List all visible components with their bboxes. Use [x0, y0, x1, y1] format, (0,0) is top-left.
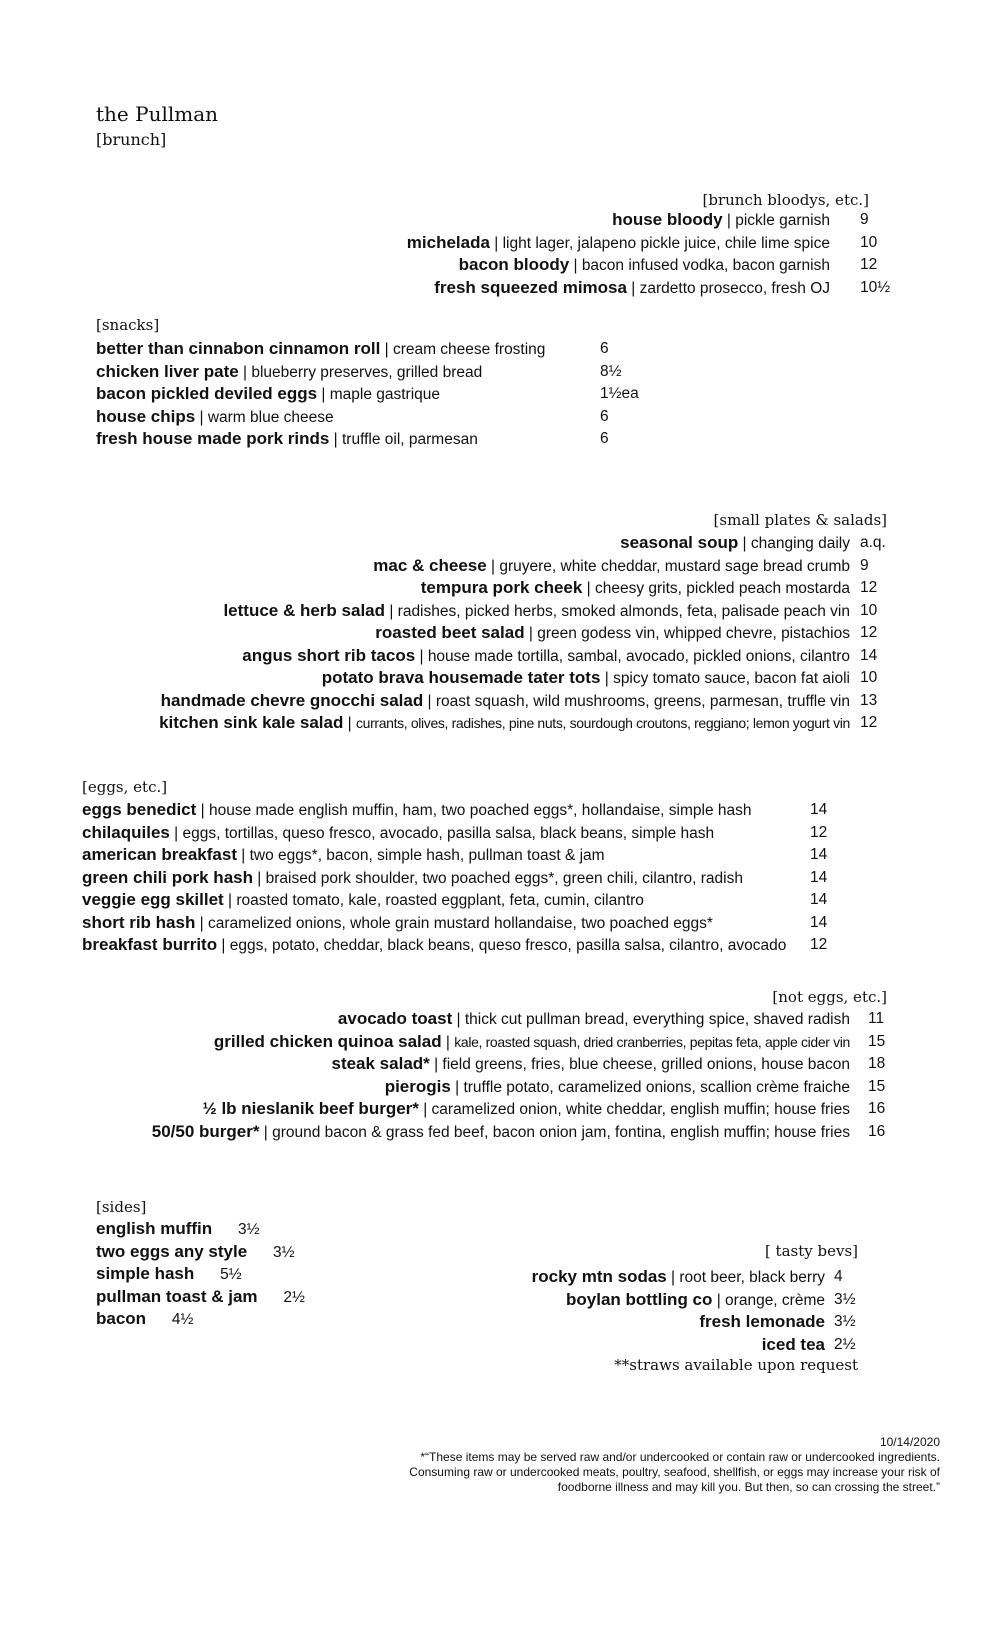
item-price: 14	[810, 801, 828, 818]
item-price: a.q.	[860, 534, 886, 551]
item-name: eggs benedict	[82, 800, 197, 819]
item-price: 15	[868, 1077, 886, 1095]
item-name: chilaquiles	[82, 822, 170, 842]
item-name: kitchen sink kale salad	[159, 713, 344, 732]
item-description: braised pork shoulder, two poached eggs*, green chili, cilantro, radish	[265, 869, 743, 887]
bevs-heading: [ tasty bevs]	[764, 1242, 858, 1260]
item-name: house chips	[96, 406, 196, 426]
item-description: bacon infused vodka, bacon garnish	[581, 257, 830, 274]
bev-item	[532, 1265, 825, 1289]
item-price: 18	[868, 1055, 886, 1072]
item-description: caramelized onion, white cheddar, english muffin; house fries	[431, 1101, 850, 1118]
item-price: 14	[810, 846, 828, 863]
item-name: bacon pickled deviled eggs	[96, 384, 318, 403]
menu-item	[96, 337, 545, 361]
item-description: green godess vin, whipped chevre, pistachios	[537, 625, 850, 642]
item-price: 2½	[283, 1288, 305, 1306]
item-name: green chili pork hash	[82, 867, 253, 887]
item-price: 2½	[834, 1335, 856, 1353]
item-price: 14	[860, 646, 878, 664]
side-item	[96, 1307, 193, 1331]
item-description: roast squash, wild mushrooms, greens, parmesan, truffle vin	[435, 692, 850, 710]
item-price: 6	[600, 340, 609, 357]
separator: |	[169, 824, 183, 842]
side-item	[96, 1262, 242, 1286]
item-name: grilled chicken quinoa salad	[213, 1031, 442, 1051]
item-description: house made tortilla, sambal, avocado, pickled onions, cilantro	[427, 647, 850, 665]
item-description: gruyere, white cheddar, mustard sage bread crumb	[499, 557, 850, 575]
item-price: 14	[810, 913, 828, 931]
menu-item	[96, 360, 482, 384]
restaurant-title: the Pullman	[96, 102, 219, 126]
menu-item	[612, 208, 830, 232]
menu-item	[407, 231, 830, 255]
small-plates-heading: [small plates & salads]	[713, 511, 887, 529]
separator: |	[569, 257, 582, 274]
item-price: 8½	[600, 362, 622, 380]
item-name: house bloody	[612, 210, 723, 229]
separator: |	[236, 847, 250, 864]
menu-item	[203, 1097, 850, 1121]
item-price: 3½	[834, 1290, 856, 1308]
separator: |	[238, 363, 252, 381]
menu-item	[242, 644, 850, 668]
item-price: 12	[860, 579, 878, 596]
item-description: maple gastrique	[329, 386, 441, 403]
item-name: ½ lb nieslanik beef burger*	[202, 1099, 419, 1118]
item-price: 3½	[238, 1221, 260, 1238]
separator: |	[317, 386, 330, 403]
item-price: 10	[860, 601, 878, 619]
menu-item	[373, 554, 850, 578]
separator: |	[223, 892, 237, 909]
item-price: 4½	[171, 1311, 194, 1328]
item-description: cheesy grits, pickled peach mostarda	[594, 580, 850, 597]
item-price: 11	[868, 1010, 885, 1027]
item-price: 3½	[834, 1313, 856, 1330]
item-price: 1½ea	[600, 385, 639, 402]
item-description: zardetto prosecco, fresh OJ	[639, 279, 830, 297]
footer-disclaimer-line-1: *“These items may be served raw and/or undercooked or contain raw or undercooked ingredients.	[420, 1450, 940, 1464]
separator: |	[626, 279, 640, 297]
item-name: 50/50 burger*	[151, 1121, 260, 1141]
item-price: 12	[860, 624, 878, 641]
item-price: 9	[860, 556, 869, 574]
menu-item	[82, 888, 644, 912]
item-name: fresh house made pork rinds	[96, 429, 330, 448]
separator: |	[423, 692, 436, 710]
side-item	[96, 1285, 305, 1309]
item-description: pickle garnish	[735, 212, 830, 229]
separator: |	[418, 1101, 432, 1118]
item-description: field greens, fries, blue cheese, grilled onions, house bacon	[442, 1056, 850, 1073]
menu-item	[214, 1030, 850, 1054]
item-price: 6	[600, 407, 609, 425]
side-item	[96, 1240, 295, 1264]
item-name: tempura pork cheek	[420, 578, 583, 597]
menu-item	[385, 1075, 850, 1099]
item-name: bacon bloody	[458, 255, 570, 274]
menu-item	[96, 427, 478, 451]
item-price: 16	[868, 1122, 886, 1140]
item-name: roasted beet salad	[375, 623, 525, 642]
item-description: blueberry preserves, grilled bread	[251, 363, 483, 381]
sides-heading: [sides]	[96, 1198, 147, 1216]
bloodys-heading: [brunch bloodys, etc.]	[702, 191, 869, 209]
item-name: seasonal soup	[620, 533, 739, 552]
item-name: pullman toast & jam	[96, 1286, 258, 1306]
item-description: truffle potato, caramelized onions, scallion crème fraiche	[463, 1078, 850, 1096]
footer-disclaimer-line-3: foodborne illness and may kill you. But then, so can crossing the street.”	[557, 1480, 940, 1494]
item-description: kale, roasted squash, dried cranberries, pepitas feta, apple cider vin	[454, 1033, 850, 1050]
separator: |	[722, 212, 736, 229]
separator: |	[486, 557, 500, 575]
item-name: fresh lemonade	[699, 1312, 825, 1331]
menu-item	[82, 933, 786, 957]
item-name: better than cinnabon cinnamon roll	[96, 339, 381, 358]
item-price: 3½	[273, 1243, 295, 1261]
separator: |	[666, 1269, 680, 1286]
separator: |	[600, 670, 614, 687]
item-description: ground bacon & grass fed beef, bacon onion jam, fontina, english muffin; house fries	[272, 1123, 850, 1141]
item-description: roasted tomato, kale, roasted eggplant, feta, cumin, cilantro	[236, 892, 644, 909]
menu-item	[82, 866, 743, 890]
item-description: thick cut pullman bread, everything spice, shaved radish	[464, 1011, 850, 1028]
separator: |	[253, 869, 266, 887]
menu-item	[331, 1052, 850, 1076]
item-name: simple hash	[96, 1264, 195, 1283]
item-name: michelada	[406, 232, 490, 252]
item-price: 10½	[860, 278, 891, 296]
item-name: handmade chevre gnocchi salad	[160, 690, 424, 710]
footer-disclaimer-line-2: Consuming raw or undercooked meats, poultry, seafood, shellfish, or eggs may increase your risk of	[409, 1465, 940, 1479]
item-name: rocky mtn sodas	[531, 1267, 667, 1286]
item-name: angus short rib tacos	[242, 645, 416, 665]
item-price: 12	[810, 823, 828, 841]
item-price: 10	[860, 233, 878, 251]
menu-item	[159, 711, 850, 735]
menu-item	[434, 276, 830, 300]
item-description: radishes, picked herbs, smoked almonds, feta, palisade peach vin	[397, 602, 850, 620]
item-description: light lager, jalapeno pickle juice, chile lime spice	[502, 234, 830, 252]
bev-item	[762, 1333, 825, 1357]
item-name: breakfast burrito	[82, 935, 218, 954]
item-name: pierogis	[384, 1076, 451, 1096]
separator: |	[259, 1123, 273, 1141]
snacks-heading: [snacks]	[96, 316, 160, 334]
item-name: bacon	[96, 1309, 147, 1328]
separator: |	[415, 647, 428, 665]
item-price: 12	[860, 256, 878, 273]
separator: |	[489, 234, 503, 252]
side-item	[96, 1217, 260, 1241]
item-description: eggs, tortillas, queso fresco, avocado, pasilla salsa, black beans, simple hash	[182, 824, 715, 842]
not-eggs-heading: [not eggs, etc.]	[772, 988, 887, 1006]
eggs-heading: [eggs, etc.]	[82, 778, 168, 796]
item-description: cream cheese frosting	[392, 341, 546, 358]
menu-item	[96, 382, 440, 406]
separator: |	[217, 937, 230, 954]
item-price: 16	[868, 1100, 886, 1117]
menu-item	[421, 576, 850, 600]
straws-note: **straws available upon request	[614, 1356, 858, 1374]
item-description: currants, olives, radishes, pine nuts, sourdough croutons, reggiano; lemon yogurt vin	[356, 715, 850, 731]
separator: |	[441, 1033, 455, 1051]
item-price: 4	[834, 1268, 843, 1285]
item-price: 14	[810, 868, 828, 886]
separator: |	[196, 802, 209, 819]
footer-date: 10/14/2020	[879, 1435, 940, 1449]
item-name: iced tea	[761, 1334, 825, 1354]
separator: |	[329, 431, 342, 448]
item-name: fresh squeezed mimosa	[434, 277, 627, 297]
menu-item	[322, 666, 850, 690]
item-name: mac & cheese	[373, 555, 487, 575]
menu-item	[152, 1120, 850, 1144]
menu-item	[82, 821, 714, 845]
menu-item	[161, 689, 850, 713]
separator: |	[385, 602, 398, 620]
separator: |	[524, 625, 538, 642]
item-description: house made english muffin, ham, two poached eggs*, hollandaise, simple hash	[208, 802, 752, 819]
item-description: caramelized onions, whole grain mustard hollandaise, two poached eggs*	[208, 914, 713, 932]
menu-item	[96, 405, 334, 429]
item-description: orange, crème	[725, 1291, 825, 1309]
menu-item	[338, 1007, 850, 1031]
separator: |	[429, 1056, 443, 1073]
item-name: boylan bottling co	[566, 1289, 713, 1309]
item-name: potato brava housemade tater tots	[321, 668, 601, 687]
item-name: english muffin	[96, 1219, 213, 1238]
item-price: 10	[860, 669, 878, 686]
item-price: 12	[810, 936, 828, 953]
item-price: 14	[810, 891, 828, 908]
menu-item	[82, 843, 605, 867]
item-name: steak salad*	[331, 1054, 430, 1073]
menu-item	[620, 531, 850, 555]
item-description: eggs, potato, cheddar, black beans, queso fresco, pasilla salsa, cilantro, avocado	[229, 937, 787, 954]
separator: |	[712, 1291, 726, 1309]
item-name: chicken liver pate	[96, 361, 239, 381]
item-name: lettuce & herb salad	[223, 600, 386, 620]
menu-item	[82, 911, 713, 935]
item-price: 12	[860, 714, 878, 731]
separator: |	[582, 580, 595, 597]
separator: |	[195, 408, 208, 426]
separator: |	[195, 914, 208, 932]
item-description: root beer, black berry	[679, 1269, 825, 1286]
item-description: spicy tomato sauce, bacon fat aioli	[613, 670, 850, 687]
separator: |	[452, 1011, 465, 1028]
separator: |	[380, 341, 393, 358]
item-name: two eggs any style	[96, 1241, 248, 1261]
menu-item	[82, 798, 752, 822]
item-price: 13	[860, 691, 878, 709]
separator: |	[343, 715, 356, 732]
item-name: avocado toast	[337, 1009, 453, 1028]
item-name: short rib hash	[82, 912, 196, 932]
item-price: 5½	[220, 1266, 242, 1283]
bev-item	[566, 1288, 825, 1312]
item-price: 15	[868, 1032, 886, 1050]
menu-item	[375, 621, 850, 645]
item-description: changing daily	[750, 535, 850, 552]
item-price: 9	[860, 211, 869, 228]
item-description: warm blue cheese	[207, 408, 334, 426]
item-name: veggie egg skillet	[82, 890, 224, 909]
item-description: two eggs*, bacon, simple hash, pullman toast & jam	[249, 847, 605, 864]
bev-item	[699, 1310, 825, 1334]
item-description: truffle oil, parmesan	[341, 431, 478, 448]
menu-item	[223, 599, 850, 623]
separator: |	[738, 535, 751, 552]
item-price: 6	[600, 430, 609, 447]
menu-item	[459, 253, 830, 277]
menu-subtitle: [brunch]	[96, 130, 167, 149]
separator: |	[450, 1078, 464, 1096]
item-name: american breakfast	[82, 845, 237, 864]
